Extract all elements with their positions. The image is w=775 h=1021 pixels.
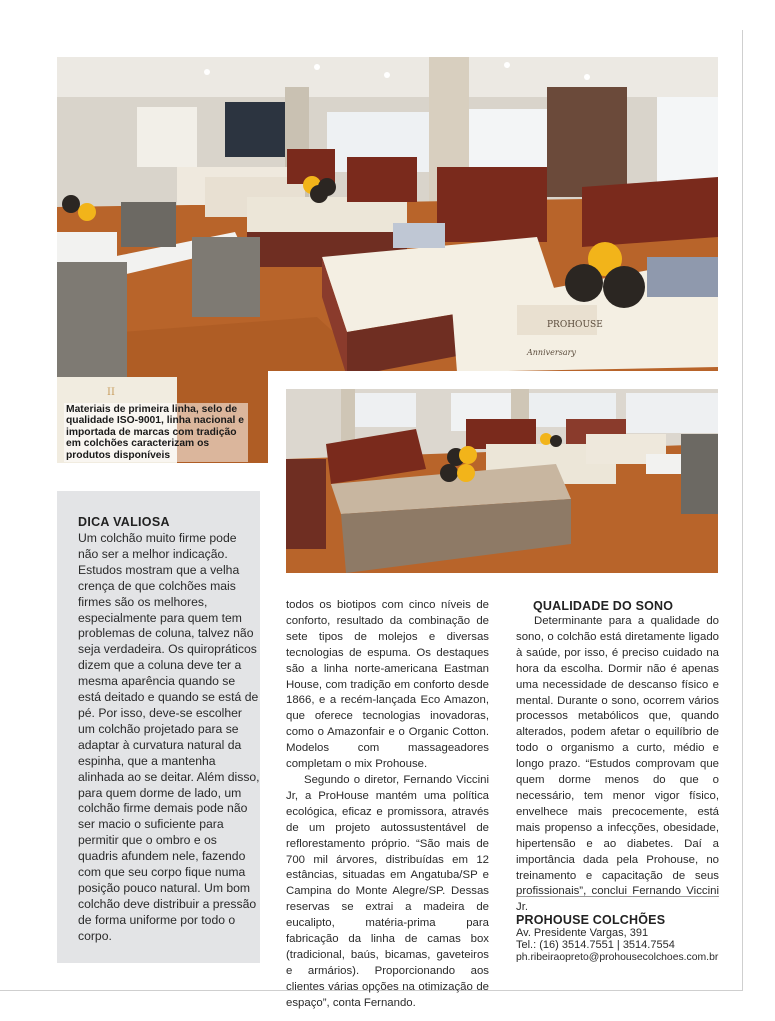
showroom-photo-secondary — [286, 389, 718, 573]
mattress-brand-label: PROHOUSE — [547, 320, 603, 330]
tip-box — [57, 491, 260, 963]
company-address: Av. Presidente Vargas, 391 — [516, 926, 649, 939]
article-paragraph: todos os biotipos com cinco níveis de conforto, resultado da combinação de sete tipos de molejos e diversas tecnologias de espuma. Os destaques são a linha norte-americana Eastman House, com tradição em conforto desde 1866, e a recém-lançada Eco Amazon, que oferece tecnologias inovadoras, como o Amazonfair e o Organic Cotton. Modelos com massageadores completam o mix Prohouse. — [286, 599, 489, 771]
photo-caption: Materiais de primeira linha, selo de qualidade ISO-9001, linha nacional e importada de marcas com tradição em colchões caracterizam os produtos disponíveis — [64, 403, 248, 462]
mattress-script-label: Anniversary — [527, 348, 576, 357]
company-phone: Tel.: (16) 3514.7551 | 3514.7554 — [516, 939, 675, 952]
contact-divider — [516, 896, 719, 897]
article-column-middle — [286, 598, 489, 1012]
showroom-illustration-secondary — [286, 389, 718, 573]
tip-box-title: DICA VALIOSA — [78, 515, 170, 529]
company-email[interactable]: ph.ribeiraopreto@prohousecolchoes.com.br — [516, 951, 719, 963]
contact-block — [516, 914, 736, 964]
cabinet-mark: II — [107, 387, 115, 398]
article-paragraph: Determinante para a qualidade do sono, o colchão está diretamente ligado à saúde, por isso, é preciso cuidado na hora da escolha. Dormir não é apenas uma necessidade de descanso físico e mental. Durante o sono, ocorrem vários processos metabólicos que, quando alterados, podem afetar o equilíbrio de todo o organismo a curto, médio e longo prazo. “Estudos comprovam que quem dorme menos do que o necessário, tem menor vigor físico, envelhece mais precocemente, está mais propenso a infecções, obesidade, hipertensão e ao diabetes. Daí a importância dada pela Prohouse, no treinamento e capacitação de seus profissionais”, conclui Fernando Viccini Jr. — [516, 615, 719, 914]
section-title-sleep-quality: QUALIDADE DO SONO — [533, 599, 674, 613]
tip-box-body: Um colchão muito firme pode não ser a melhor indicação. Estudos mostram que a velha crença de que colchões mais firmes são os melhores, especialmente para quem tem problemas de coluna, talvez não seja verdadeira. Os quiropráticos dizem que a coluna deve ter a mesma aparência quando se está deitado e quando se está de pé. Por isso, deve-se escolher um colchão projetado para se adaptar à curvatura natural da espinha, que a mantenha alinhada ao se deitar. Além disso, para quem dorme de lado, um colchão firme demais pode não ser macio o suficiente para permitir que o ombro e os quadris afundem nele, fazendo com que seu corpo fique numa posição pouco natural. Um bom colchão deve distribuir a pressão de forma uniforme por todo o corpo. — [78, 531, 260, 943]
article-paragraph: Segundo o diretor, Fernando Viccini Jr, a ProHouse mantém uma política ecológica, eficaz e promissora, através de um projeto autossustentável de reflorestamento próprio. “São mais de 700 mil árvores, distribuídas em 12 estâncias, situadas em Angatuba/SP e Campina do Monte Alegre/SP. Dessas reservas se extrai a madeira de eucalipto, matéria-prima para fabricação da linha de camas box (tradicional, baús, bicamas, gaveteiros e armários). Proporcionando aos clientes várias opções na otimização de espaço”, conta Fernando. — [286, 773, 489, 1009]
company-name: PROHOUSE COLCHÕES — [516, 913, 666, 927]
article-column-right — [516, 614, 719, 916]
